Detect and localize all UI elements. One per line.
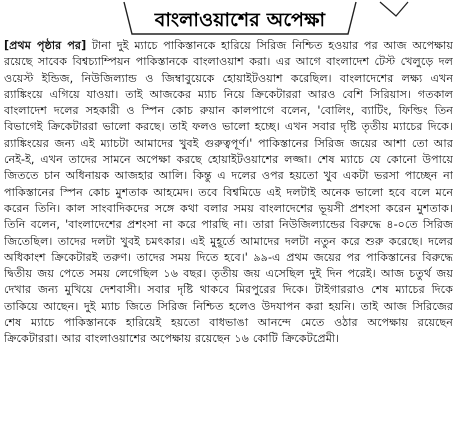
article-text: টানা দুই ম্যাচে পাকিস্তানকে হারিয়ে সিরিজ নিশ্চিত হওয়ার পর আজ অপেক্ষায় রয়েছে সাবেক বিশ্বচ্যাম্পিয়ন পাকিস্তানকে বাংলাওয়াশ করা। এর আগে বাংলাদেশ টেস্ট খেলুড়ে দল ওয়েস্ট ইন্ডিজ, নিউজিল্যান্ড ও জিম্বাবুয়েকে হোয়াইটওয়াশ করেছিল। বাংলাদেশের লক্ষ্য এখন র‌্যাঙ্কিংয়ে এগিয়ে যাওয়া। তাই আজকের ম্যাচ নিয়ে ক্রিকেটাররা আরও বেশি সিরিয়াস। গতকাল বাংলাদেশ দলের সহকারী ও স্পিন কোচ রুয়ান কালপাগে বলেন, 'বোলিং, ব্যাটিং, ফিল্ডিং তিন বিভাগেই ক্রিকেটাররা ভালো করছে। তাই ফলও ভালো হচ্ছে। এখন সবার দৃষ্টি তৃতীয় ম্যাচের দিকে। র‌্যাঙ্কিংয়ের জন্য এই ম্যাচটা আমাদের খুবই গুরুত্বপূর্ণ।' পাকিস্তানের সিরিজ জয়ের আশা তো আর নেই-ই, এখন তাদের সামনে অপেক্ষা করছে হোয়াইটওয়াশের লজ্জা। শেষ ম্যাচে যে কোনো উপায়ে জিততে চান অধিনায়ক আজহার আলি। কিন্তু এ দলের ওপর হয়তো খুব একটা ভরসা পাচ্ছেন না পাকিস্তানের স্পিন কোচ মুশতাক আহমেদ। তবে বিশ্বমিডে এই দলটাই অনেক ভালো হবে বলে মনে করেন তিনি। কাল সাংবাদিকদের সঙ্গে কথা বলার সময় বাংলাদেশের ভূয়সী প্রশংসা করেন মুশতাক। তিনি বলেন, 'বাংলাদেশের প্রশংসা না করে পারছি না। তারা নিউজিল্যান্ডের বিরুদ্ধে ৪-০তে সিরিজ জিতেছিল। তাদের দলটা খুবই চমৎকার। এই মুহূর্তে আমাদের দলটা নতুন করে শুরু করেছে। দলের অধিকাংশ ক্রিকেটারই তরুণ। তাদের সময় দিতে হবে।' ৯৯-এ প্রথম জয়ের পর পাকিস্তানের বিরুদ্ধে দ্বিতীয় জয় পেতে সময় লেগেছিল ১৬ বছর। তৃতীয় জয় এসেছিল দুই দিন পরেই। আজ চতুর্থ জয় দেখার জন্য মুখিয়ে দেশবাসী। সবার দৃষ্টি থাকবে মিরপুরের দিকে। টাইগাররাও শেষ ম্যাচের দিকে তাকিয়ে আছেন। দুই ম্যাচ জিতে সিরিজ নিশ্চিত হলেও উদযাপন করা হয়নি। তাই আজ সিরিজের শেষ ম্যাচে পাকিস্তানকে হারিয়েই হয়তো বাধভাঙা আনন্দে মেতে ওঠার অপেক্ষায় রয়েছেন ক্রিকেটাররা। আর বাংলাওয়াশের অপেক্ষায় রয়েছেন ১৬ কোটি ক্রিকেটপ্রেমী। [4, 39, 453, 346]
page-title: বাংলাওয়াশের অপেক্ষা [154, 9, 326, 31]
continuation-kicker: [প্রথম পৃষ্ঠার পর] [4, 39, 87, 52]
article-body [4, 38, 453, 426]
corner-ornament [380, 2, 408, 16]
